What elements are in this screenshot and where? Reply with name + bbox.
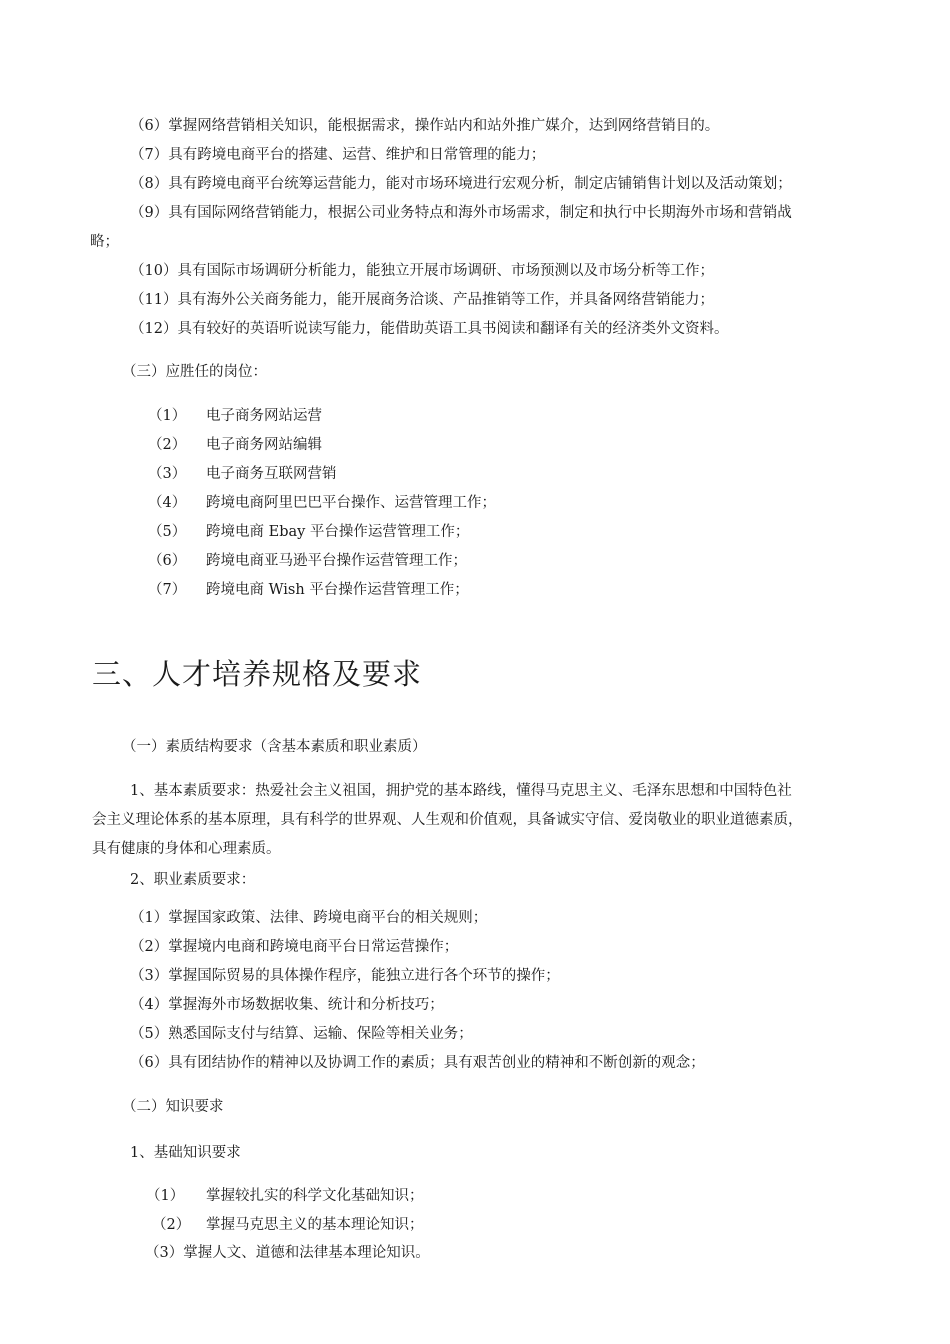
professional-item-2: （2）掌握境内电商和跨境电商平台日常运营操作； <box>130 939 459 955</box>
professional-item-3: （3）掌握国际贸易的具体操作程序，能独立进行各个环节的操作； <box>130 968 560 984</box>
position-text: 电子商务网站编辑 <box>206 437 322 453</box>
position-item-5 <box>148 522 469 542</box>
professional-item-4: （4）掌握海外市场数据收集、统计和分析技巧； <box>130 997 444 1013</box>
knowledge-text: 掌握较扎实的科学文化基础知识； <box>206 1188 424 1204</box>
position-text: 跨境电商 Wish 平台操作运营管理工作； <box>206 582 469 598</box>
position-item-2 <box>148 435 322 455</box>
professional-item-6: （6）具有团结协作的精神以及协调工作的素质；具有艰苦创业的精神和不断创新的观念； <box>130 1055 705 1071</box>
ability-item-10: （10）具有国际市场调研分析能力，能独立开展市场调研、市场预测以及市场分析等工作； <box>130 263 714 279</box>
position-number: （3） <box>148 466 187 482</box>
knowledge-item-2 <box>152 1215 424 1235</box>
position-number: （6） <box>148 553 187 569</box>
professional-quality-title: 2、职业素质要求： <box>130 872 256 888</box>
basic-quality-line-2: 会主义理论体系的基本原理，具有科学的世界观、人生观和价值观，具备诚实守信、爱岗敬业的职业道德素质， <box>92 812 803 828</box>
position-text: 跨境电商亚马逊平台操作运营管理工作； <box>206 553 467 569</box>
knowledge-text: 掌握马克思主义的基本理论知识； <box>206 1217 424 1233</box>
knowledge-number: （2） <box>152 1217 191 1233</box>
position-item-1 <box>148 406 322 426</box>
basic-knowledge-title: 1、基础知识要求 <box>130 1145 241 1161</box>
position-number: （5） <box>148 524 187 540</box>
knowledge-number: （3） <box>145 1245 184 1261</box>
position-item-3 <box>148 464 337 484</box>
knowledge-number: （1） <box>146 1188 185 1204</box>
position-number: （7） <box>148 582 187 598</box>
professional-item-5: （5）熟悉国际支付与结算、运输、保险等相关业务； <box>130 1026 473 1042</box>
ability-item-8: （8）具有跨境电商平台统筹运营能力，能对市场环境进行宏观分析，制定店铺销售计划以及活动策划； <box>130 176 792 192</box>
knowledge-text: 掌握人文、道德和法律基本理论知识。 <box>183 1245 430 1261</box>
position-item-6 <box>148 551 467 571</box>
position-number: （2） <box>148 437 187 453</box>
ability-item-9-continued: 略； <box>90 234 119 250</box>
position-number: （1） <box>148 408 187 424</box>
knowledge-item-3 <box>145 1243 430 1263</box>
basic-quality-line-3: 具有健康的身体和心理素质。 <box>92 841 281 857</box>
ability-item-12: （12）具有较好的英语听说读写能力，能借助英语工具书阅读和翻译有关的经济类外文资料。 <box>130 321 729 337</box>
position-text: 电子商务互联网营销 <box>206 466 337 482</box>
positions-title: （三）应胜任的岗位： <box>122 364 267 380</box>
quality-structure-title: （一）素质结构要求（含基本素质和职业素质） <box>122 739 427 755</box>
ability-item-9: （9）具有国际网络营销能力，根据公司业务特点和海外市场需求，制定和执行中长期海外市场和营销战 <box>130 205 792 221</box>
section-heading: 三、人才培养规格及要求 <box>92 657 423 691</box>
basic-quality-line-1: 1、基本素质要求：热爱社会主义祖国，拥护党的基本路线，懂得马克思主义、毛泽东思想和中国特色社 <box>130 783 792 799</box>
position-item-4 <box>148 493 496 513</box>
ability-item-6: （6）掌握网络营销相关知识，能根据需求，操作站内和站外推广媒介，达到网络营销目的。 <box>130 118 720 134</box>
position-item-7 <box>148 580 469 600</box>
position-text: 跨境电商阿里巴巴平台操作、运营管理工作； <box>206 495 496 511</box>
position-number: （4） <box>148 495 187 511</box>
position-text: 电子商务网站运营 <box>206 408 322 424</box>
professional-item-1: （1）掌握国家政策、法律、跨境电商平台的相关规则； <box>130 910 488 926</box>
position-text: 跨境电商 Ebay 平台操作运营管理工作； <box>206 524 470 540</box>
ability-item-7: （7）具有跨境电商平台的搭建、运营、维护和日常管理的能力； <box>130 147 546 163</box>
ability-item-11: （11）具有海外公关商务能力，能开展商务洽谈、产品推销等工作，并具备网络营销能力； <box>130 292 714 308</box>
knowledge-title: （二）知识要求 <box>122 1099 224 1115</box>
knowledge-item-1 <box>146 1186 424 1206</box>
